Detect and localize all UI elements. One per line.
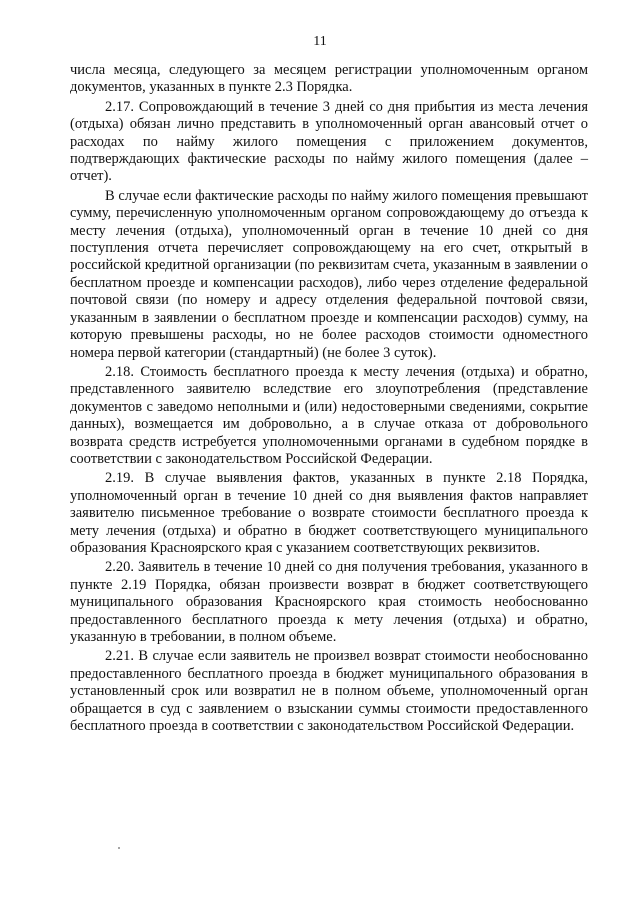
- paragraph-2-20: 2.20. Заявитель в течение 10 дней со дня получения требования, указанного в пункте 2.19 Порядка, обязан произвести возврат в бюджет соответствующего муниципального образования Красноярского края стоимость необоснованно предоставленного бесплатного проезда к мету лечения (отдыха) и обратно, указанную в требовании, в полном объеме.: [70, 559, 588, 645]
- paragraph-2-17: 2.17. Сопровождающий в течение 3 дней со дня прибытия из места лечения (отдыха) обязан лично представить в уполномоченный орган авансовый отчет о расходах по найму жилого помещения с приложением документов, подтверждающих фактические расходы по найму жилого помещения (далее – отчет).: [70, 98, 588, 185]
- scan-speck: [118, 847, 120, 849]
- page-number: 11: [313, 34, 327, 49]
- paragraph-continuation: числа месяца, следующего за месяцем регистрации уполномоченным органом документов, указанных в пункте 2.3 Порядка.: [70, 62, 588, 96]
- paragraph-2-18: 2.18. Стоимость бесплатного проезда к месту лечения (отдыха) и обратно, представленного заявителю вследствие его злоупотребления (представление документов с заведомо неполными и (или) недостоверными сведениями, сокрытие данных), возмещается им добровольно, а в случае отказа от добровольного возврата средств истребуется уполномоченными органами в судебном порядке в соответствии с законодательством Российской Федерации.: [70, 363, 588, 467]
- paragraph-2-19: 2.19. В случае выявления фактов, указанных в пункте 2.18 Порядка, уполномоченный орган в течение 10 дней со дня выявления фактов направляет заявителю письменное требование о возврате стоимости бесплатного проезда к мету лечения (отдыха) и обратно в бюджет соответствующего муниципального образования Красноярского края с указанием соответствующих реквизитов.: [70, 470, 588, 556]
- paragraph-2-21: 2.21. В случае если заявитель не произвел возврат стоимости необоснованно предоставленного бесплатного проезда в бюджет муниципального образования в установленный срок или возвратил не в полном объеме, уполномоченный орган обращается в суд с заявлением о взыскании суммы стоимости предоставленного бесплатного проезда в соответствии с законодательством Российской Федерации.: [70, 648, 588, 735]
- document-body: [70, 62, 588, 737]
- paragraph-2-17-expenses: В случае если фактические расходы по найму жилого помещения превышают сумму, перечисленную уполномоченным органом сопровождающему до отъезда к месту лечения (отдыха), уполномоченный орган в течение 10 дней со дня поступления отчета перечисляет сопровождающему на его счет, открытый в российской кредитной организации (по реквизитам счета, указанным в заявлении о бесплатном проезде и компенсации расходов), либо через отделение федеральной почтовой связи (по номеру и адресу отделения федеральной почтовой связи, указанным в заявлении о бесплатном проезде и компенсации расходов) сумму, на которую превышены расходы, но не более расходов стоимости одноместного номера первой категории (стандартный) (не более 3 суток).: [70, 187, 588, 361]
